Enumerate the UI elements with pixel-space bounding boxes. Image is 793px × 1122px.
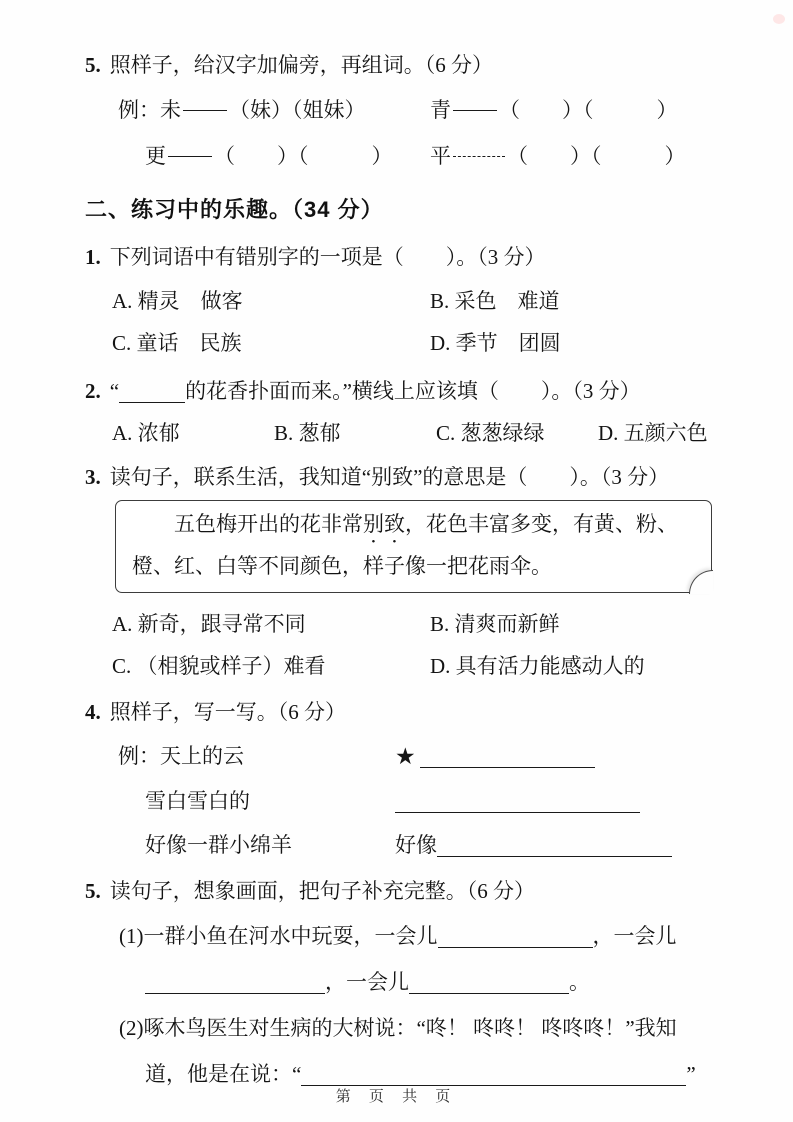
- question-number: 1.: [85, 245, 101, 269]
- question-5-sentence: [85, 876, 740, 1090]
- question-radical: [85, 50, 740, 172]
- close-quote: ”: [686, 1062, 696, 1086]
- q3-option-a[interactable]: A. 新奇，跟寻常不同: [112, 612, 306, 636]
- q1-options-row-1: [85, 286, 740, 316]
- answer-area: [395, 786, 640, 816]
- item-text: 啄木鸟医生对生病的大树说：“咚！ 咚咚！ 咚咚咚！”我知: [143, 1016, 677, 1040]
- answer-blank[interactable]: [301, 1065, 686, 1086]
- answer-prefix: 好像: [395, 833, 437, 857]
- radical-item-ping: [430, 140, 740, 172]
- base-char: 平: [430, 144, 451, 168]
- answer-blank[interactable]: [409, 973, 569, 994]
- dash-line: [168, 156, 212, 157]
- base-char: 青: [430, 98, 451, 122]
- q1-options-row-2: [85, 328, 740, 358]
- dash-line: [453, 156, 505, 157]
- item-text: ，一会儿: [325, 970, 409, 994]
- question-number: 3.: [85, 465, 101, 489]
- q1-option-b[interactable]: B. 采色 难道: [430, 289, 560, 313]
- question-4: [85, 697, 740, 860]
- radical-item-qing: [430, 94, 740, 126]
- question-1: [85, 242, 740, 358]
- q2-option-a[interactable]: A. 浓郁: [112, 421, 180, 445]
- q1-option-a[interactable]: A. 精灵 做客: [112, 289, 243, 313]
- radical-item-geng: [118, 140, 430, 172]
- q4-row-3: [85, 830, 740, 860]
- question-number: 4.: [85, 700, 101, 724]
- q1-option-d[interactable]: D. 季节 团圆: [430, 331, 561, 355]
- q3-option-c[interactable]: C. （相貌或样子）难看: [112, 654, 326, 678]
- example-answers: （妹）（姐妹）: [229, 98, 366, 122]
- answer-blank[interactable]: [438, 927, 593, 948]
- radical-row-2: [118, 140, 740, 172]
- q2-options-row: [85, 418, 740, 448]
- emphasized-word: 别致: [363, 512, 405, 536]
- q4-row-1: [85, 741, 740, 772]
- q1-option-c[interactable]: C. 童话 民族: [112, 331, 242, 355]
- q2-option-d[interactable]: D. 五颜六色: [598, 421, 708, 445]
- item-text: 道，他是在说：“: [145, 1062, 302, 1086]
- answer-blanks[interactable]: （ ）（ ）: [499, 98, 678, 122]
- radical-example: [118, 94, 430, 126]
- open-quote: “: [109, 379, 120, 403]
- question-title: 照样子，给汉字加偏旁，再组词。（6 分）: [109, 53, 493, 77]
- answer-blanks[interactable]: （ ）（ ）: [507, 144, 686, 168]
- q2-option-b[interactable]: B. 葱郁: [274, 421, 341, 445]
- question-2: [85, 376, 740, 448]
- example-label: 例：未: [118, 98, 181, 122]
- dash-line: [183, 110, 227, 111]
- example-phrase: 雪白雪白的: [145, 789, 250, 813]
- example-phrase: 例：天上的云: [118, 744, 244, 768]
- q4-rows: [85, 741, 740, 860]
- answer-area: [395, 741, 595, 772]
- item-label: (2): [119, 1016, 144, 1040]
- question-title: 照样子，写一写。（6 分）: [109, 700, 346, 724]
- radical-rows: [85, 94, 740, 172]
- q5-item2-line1: [85, 1013, 740, 1044]
- stem-blank[interactable]: [119, 382, 185, 403]
- question-number: 2.: [85, 379, 101, 403]
- answer-blank[interactable]: [145, 973, 325, 994]
- dash-line: [453, 110, 497, 111]
- q3-option-b[interactable]: B. 清爽而新鲜: [430, 612, 560, 636]
- item-label: (1): [119, 924, 144, 948]
- question-stem: 读句子，联系生活，我知道“别致”的意思是（ ）。（3 分）: [109, 465, 670, 489]
- answer-blank[interactable]: [395, 792, 640, 813]
- passage-box: [115, 500, 712, 593]
- passage-post: ，花色丰富多变，有黄、粉、橙、红、白等不同颜色，样子像一把花雨伞。: [132, 512, 678, 578]
- question-title: 读句子，想象画面，把句子补充完整。（6 分）: [109, 879, 535, 903]
- q4-row-2: [85, 786, 740, 816]
- q5-item1-line1: [85, 921, 740, 952]
- passage-pre: 五色梅开出的花非常: [174, 512, 363, 536]
- item-text: 。: [569, 970, 590, 994]
- stem-text: 的花香扑面而来。”横线上应该填（ ）。（3 分）: [185, 379, 641, 403]
- radical-row-1: [118, 94, 740, 126]
- base-char: 更: [145, 144, 166, 168]
- answer-blank[interactable]: [420, 747, 595, 768]
- item-text: 一群小鱼在河水中玩耍，一会儿: [143, 924, 438, 948]
- answer-area: [395, 830, 672, 860]
- scan-smudge: [773, 14, 785, 24]
- q3-options-row-2: [85, 651, 740, 681]
- question-3: [85, 462, 740, 681]
- page-content: [85, 50, 740, 1090]
- answer-blanks[interactable]: （ ）（ ）: [214, 144, 393, 168]
- question-stem: [110, 376, 641, 406]
- q3-option-d[interactable]: D. 具有活力能感动人的: [430, 654, 645, 678]
- q5-item1-line2: [85, 967, 740, 998]
- passage-text: [132, 506, 693, 584]
- answer-blank[interactable]: [437, 836, 672, 857]
- question-stem: 下列词语中有错别字的一项是（ ）。（3 分）: [109, 245, 546, 269]
- question-number: 5.: [85, 879, 101, 903]
- example-phrase: 好像一群小绵羊: [145, 833, 292, 857]
- page-footer: 第 页 共 页: [335, 1088, 458, 1105]
- star-icon: ★: [395, 744, 416, 769]
- question-number: 5.: [85, 53, 101, 77]
- q3-options-row-1: [85, 609, 740, 639]
- item-text: ，一会儿: [592, 924, 677, 948]
- section-2-header: 二、练习中的乐趣。（34 分）: [85, 197, 384, 222]
- q2-option-c[interactable]: C. 葱葱绿绿: [436, 421, 545, 445]
